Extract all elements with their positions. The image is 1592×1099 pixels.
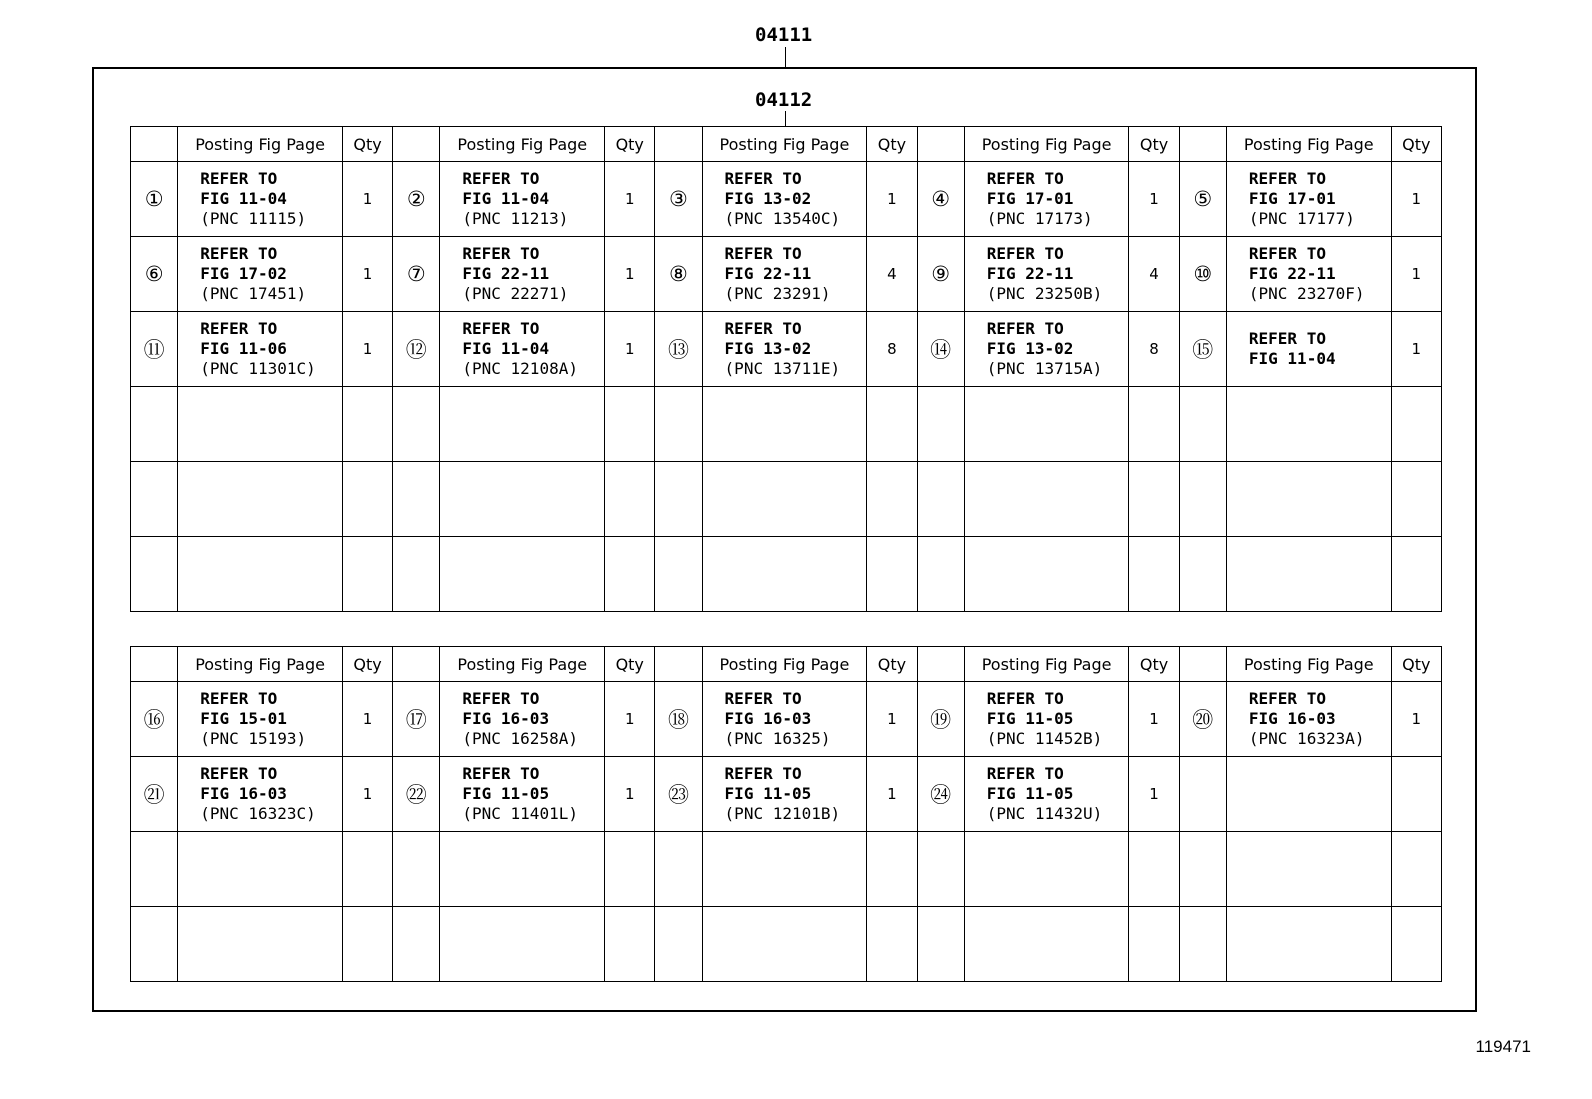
posting-line: (PNC 11213) [462,209,569,228]
posting-fig-cell [1226,757,1391,832]
item-number: ④ [917,162,964,237]
posting-fig-cell [702,462,867,537]
posting-fig-cell [1226,462,1391,537]
item-number [393,387,440,462]
qty-cell: 1 [1391,682,1441,757]
posting-fig-cell [440,462,605,537]
posting-line: (PNC 16323A) [1248,729,1365,748]
posting-line: REFER TO [724,689,802,708]
item-number: ⑮ [1179,312,1226,387]
posting-line: FIG 13-02 [724,339,812,358]
item-number: ⑫ [393,312,440,387]
qty-cell: 1 [605,162,655,237]
posting-line: (PNC 23250B) [986,284,1103,303]
qty-cell [1129,537,1179,612]
posting-fig-cell [1226,682,1391,757]
posting-fig-cell [1226,387,1391,462]
posting-fig-cell [702,537,867,612]
item-number: ㉓ [655,757,702,832]
qty-cell [867,387,917,462]
posting-line: (PNC 11115) [200,209,307,228]
item-number: ⑩ [1179,237,1226,312]
posting-fig-cell [702,682,867,757]
header-qty-cell: Qty [867,647,917,682]
posting-line: (PNC 13540C) [724,209,841,228]
item-number [393,907,440,982]
posting-line: REFER TO [986,169,1064,188]
item-number [1179,387,1226,462]
posting-line: (PNC 16325) [724,729,831,748]
posting-line: FIG 22-11 [986,264,1074,283]
posting-line: FIG 13-02 [986,339,1074,358]
item-number: ⑧ [655,237,702,312]
item-number: ⑦ [393,237,440,312]
item-number: ⑳ [1179,682,1226,757]
posting-line: (PNC 17173) [986,209,1093,228]
header-number-cell [1179,647,1226,682]
item-number: ② [393,162,440,237]
posting-fig-cell [178,907,343,982]
posting-line: (PNC 15193) [200,729,307,748]
posting-line: FIG 17-02 [200,264,287,283]
posting-line: (PNC 13711E) [724,359,841,378]
posting-line: (PNC 12108A) [462,359,578,378]
posting-line: REFER TO [462,244,540,263]
qty-cell [1129,907,1179,982]
item-number: ⑲ [917,682,964,757]
posting-line: (PNC 11452B) [986,729,1103,748]
posting-line: FIG 11-04 [1248,349,1336,368]
posting-line: (PNC 22271) [462,284,569,303]
qty-cell: 1 [867,757,917,832]
posting-line: (PNC 11432U) [986,804,1103,823]
qty-cell [1391,832,1441,907]
posting-fig-cell [702,832,867,907]
item-number [131,462,178,537]
posting-line: FIG 11-04 [462,339,550,358]
posting-line: (PNC 12101B) [724,804,841,823]
posting-line: (PNC 16258A) [462,729,578,748]
header-number-cell [393,647,440,682]
posting-fig-cell [702,907,867,982]
posting-line: FIG 17-01 [986,189,1074,208]
item-number: ㉔ [917,757,964,832]
item-number: ㉑ [131,757,178,832]
posting-line: (PNC 13715A) [986,359,1103,378]
posting-line: REFER TO [1248,169,1326,188]
qty-cell: 1 [342,237,392,312]
table-row [131,537,1442,612]
header-qty-cell: Qty [1129,127,1179,162]
qty-cell [605,462,655,537]
posting-line: REFER TO [462,764,540,783]
qty-cell: 1 [605,237,655,312]
callout-04112: 04112 [755,89,813,111]
table-header-row [131,647,1442,682]
qty-cell [867,907,917,982]
header-number-cell [655,647,702,682]
table-row [131,237,1442,312]
qty-cell: 1 [1129,682,1179,757]
posting-line: REFER TO [200,764,278,783]
item-number [1179,907,1226,982]
header-qty-cell: Qty [605,647,655,682]
item-number [1179,757,1226,832]
posting-line: FIG 22-11 [1248,264,1336,283]
qty-cell [1391,387,1441,462]
posting-line: REFER TO [986,319,1064,338]
posting-fig-cell [440,682,605,757]
item-number [1179,832,1226,907]
header-number-cell [1179,127,1226,162]
qty-cell: 4 [867,237,917,312]
posting-line: FIG 11-05 [724,784,812,803]
posting-fig-cell [964,237,1129,312]
header-qty-cell: Qty [605,127,655,162]
qty-cell: 1 [605,757,655,832]
posting-fig-cell [178,757,343,832]
header-posting-cell: Posting Fig Page [1226,647,1391,682]
qty-cell [1129,462,1179,537]
posting-line: REFER TO [200,319,278,338]
header-qty-cell: Qty [342,647,392,682]
table-header-row [131,127,1442,162]
qty-cell [342,537,392,612]
header-posting-cell: Posting Fig Page [178,127,343,162]
posting-fig-cell [440,757,605,832]
qty-cell: 4 [1129,237,1179,312]
posting-line: FIG 16-03 [200,784,287,803]
posting-fig-cell [1226,162,1391,237]
posting-fig-cell [964,312,1129,387]
item-number [1179,537,1226,612]
item-number [917,907,964,982]
qty-cell [1391,757,1441,832]
posting-line: REFER TO [200,689,278,708]
posting-line: REFER TO [200,169,278,188]
qty-cell [1391,462,1441,537]
item-number: ㉒ [393,757,440,832]
posting-line: REFER TO [1248,689,1326,708]
qty-cell: 1 [1391,162,1441,237]
qty-cell: 8 [867,312,917,387]
posting-line: REFER TO [462,169,540,188]
posting-fig-cell [440,312,605,387]
posting-line: (PNC 11301C) [200,359,316,378]
header-number-cell [131,647,178,682]
item-number [655,832,702,907]
posting-line: (PNC 23270F) [1248,284,1365,303]
item-number [655,907,702,982]
posting-line: FIG 16-03 [462,709,550,728]
item-number [131,387,178,462]
qty-cell [1129,387,1179,462]
item-number [655,387,702,462]
item-number [393,832,440,907]
item-number [1179,462,1226,537]
qty-cell [867,462,917,537]
qty-cell [1391,537,1441,612]
qty-cell [605,832,655,907]
posting-fig-cell [178,682,343,757]
header-posting-cell: Posting Fig Page [702,127,867,162]
qty-cell [342,832,392,907]
qty-cell: 1 [342,312,392,387]
qty-cell [342,907,392,982]
posting-fig-cell [1226,312,1391,387]
posting-fig-cell [964,832,1129,907]
item-number [655,462,702,537]
posting-fig-cell [702,757,867,832]
header-qty-cell: Qty [867,127,917,162]
posting-line: REFER TO [462,689,540,708]
posting-line: REFER TO [462,319,540,338]
posting-line: FIG 11-05 [986,784,1074,803]
posting-fig-cell [178,312,343,387]
table-row [131,387,1442,462]
item-number: ⑯ [131,682,178,757]
qty-cell: 1 [342,682,392,757]
posting-line: REFER TO [986,689,1064,708]
posting-fig-cell [1226,907,1391,982]
item-number: ⑪ [131,312,178,387]
header-number-cell [917,647,964,682]
posting-fig-cell [440,832,605,907]
header-qty-cell: Qty [1391,647,1441,682]
table-row [131,907,1442,982]
posting-fig-cell [440,387,605,462]
header-qty-cell: Qty [342,127,392,162]
item-number: ⑥ [131,237,178,312]
posting-fig-cell [1226,832,1391,907]
qty-cell [342,387,392,462]
header-posting-cell: Posting Fig Page [964,127,1129,162]
posting-line: FIG 22-11 [724,264,812,283]
callout-04111-leader [785,47,786,67]
posting-line: FIG 22-11 [462,264,550,283]
posting-fig-cell [178,537,343,612]
posting-fig-cell [440,162,605,237]
posting-fig-cell [964,162,1129,237]
posting-line: (PNC 17451) [200,284,307,303]
header-posting-cell: Posting Fig Page [178,647,343,682]
parts-table-lower [130,646,1442,982]
posting-fig-cell [702,387,867,462]
item-number: ① [131,162,178,237]
item-number: ⑱ [655,682,702,757]
table-row [131,162,1442,237]
header-number-cell [393,127,440,162]
posting-line: FIG 17-01 [1248,189,1336,208]
qty-cell: 1 [1391,312,1441,387]
item-number [131,537,178,612]
qty-cell: 1 [342,757,392,832]
item-number: ⑤ [1179,162,1226,237]
posting-line: FIG 11-04 [200,189,287,208]
posting-fig-cell [440,537,605,612]
posting-fig-cell [702,162,867,237]
callout-04112-leader [785,111,786,126]
posting-fig-cell [178,162,343,237]
posting-line: FIG 15-01 [200,709,287,728]
qty-cell: 1 [1129,162,1179,237]
header-posting-cell: Posting Fig Page [964,647,1129,682]
figure-id: 119471 [1475,1037,1531,1056]
item-number [655,537,702,612]
posting-fig-cell [178,387,343,462]
posting-line: FIG 11-05 [462,784,550,803]
posting-line: (PNC 16323C) [200,804,316,823]
posting-fig-cell [964,462,1129,537]
posting-line: REFER TO [1248,244,1326,263]
posting-line: REFER TO [200,244,278,263]
qty-cell: 1 [1129,757,1179,832]
qty-cell [867,832,917,907]
qty-cell [605,387,655,462]
item-number [917,387,964,462]
posting-line: REFER TO [1248,329,1326,348]
header-qty-cell: Qty [1391,127,1441,162]
posting-fig-cell [178,832,343,907]
posting-fig-cell [964,387,1129,462]
posting-line: REFER TO [724,319,802,338]
posting-line: REFER TO [986,244,1064,263]
posting-line: FIG 11-04 [462,189,550,208]
qty-cell: 1 [342,162,392,237]
posting-line: REFER TO [986,764,1064,783]
qty-cell [1129,832,1179,907]
qty-cell [605,907,655,982]
posting-line: REFER TO [724,169,802,188]
posting-line: REFER TO [724,244,802,263]
qty-cell: 1 [867,162,917,237]
qty-cell: 1 [867,682,917,757]
posting-fig-cell [702,237,867,312]
posting-fig-cell [178,237,343,312]
posting-fig-cell [1226,537,1391,612]
qty-cell: 1 [605,312,655,387]
header-qty-cell: Qty [1129,647,1179,682]
callout-04111: 04111 [755,24,813,46]
posting-line: (PNC 17177) [1248,209,1355,228]
parts-table-upper [130,126,1442,612]
item-number [131,832,178,907]
item-number [917,832,964,907]
qty-cell [605,537,655,612]
table-row [131,757,1442,832]
header-posting-cell: Posting Fig Page [1226,127,1391,162]
header-posting-cell: Posting Fig Page [440,647,605,682]
posting-fig-cell [178,462,343,537]
header-posting-cell: Posting Fig Page [702,647,867,682]
posting-line: FIG 11-05 [986,709,1074,728]
item-number [393,537,440,612]
posting-fig-cell [702,312,867,387]
posting-fig-cell [964,757,1129,832]
posting-line: FIG 13-02 [724,189,812,208]
posting-line: REFER TO [724,764,802,783]
item-number [917,537,964,612]
qty-cell: 1 [1391,237,1441,312]
qty-cell [867,537,917,612]
item-number: ⑨ [917,237,964,312]
header-number-cell [655,127,702,162]
posting-line: FIG 11-06 [200,339,287,358]
qty-cell: 8 [1129,312,1179,387]
posting-line: FIG 16-03 [724,709,812,728]
item-number: ⑭ [917,312,964,387]
item-number: ③ [655,162,702,237]
posting-fig-cell [964,537,1129,612]
item-number [393,462,440,537]
posting-fig-cell [1226,237,1391,312]
posting-fig-cell [964,907,1129,982]
header-number-cell [131,127,178,162]
item-number [131,907,178,982]
item-number: ⑰ [393,682,440,757]
table-row [131,312,1442,387]
posting-fig-cell [440,237,605,312]
posting-line: (PNC 11401L) [462,804,578,823]
posting-fig-cell [440,907,605,982]
table-row [131,682,1442,757]
posting-fig-cell [964,682,1129,757]
header-number-cell [917,127,964,162]
item-number [917,462,964,537]
posting-line: (PNC 23291) [724,284,831,303]
posting-line: FIG 16-03 [1248,709,1336,728]
header-posting-cell: Posting Fig Page [440,127,605,162]
qty-cell [342,462,392,537]
qty-cell [1391,907,1441,982]
item-number: ⑬ [655,312,702,387]
qty-cell: 1 [605,682,655,757]
table-row [131,462,1442,537]
table-row [131,832,1442,907]
